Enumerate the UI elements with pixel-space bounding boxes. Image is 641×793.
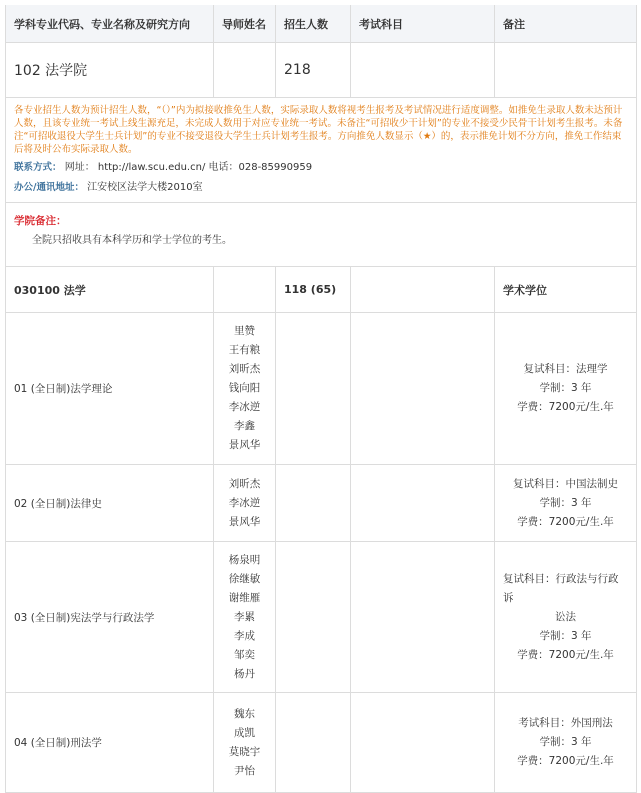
direction-row (6, 465, 636, 542)
direction-count-cell (276, 693, 351, 792)
tutor-name: 李累 (234, 610, 255, 623)
direction-exam-cell (351, 693, 495, 792)
college-remark-text: 全院只招收具有本科学历和学士学位的考生。 (32, 235, 232, 246)
remark-line: 考试科目：外国刑法 (518, 717, 613, 729)
table-header (6, 5, 636, 43)
direction-remarks (495, 542, 636, 692)
direction-remarks (495, 465, 636, 541)
direction-name: 02 (全日制)法律史 (6, 465, 214, 541)
tutor-name: 李鑫 (234, 420, 255, 432)
tutor-name: 景风华 (228, 515, 261, 528)
header-remark: 备注 (503, 17, 525, 31)
direction-name: 04 (全日制)刑法学 (6, 693, 214, 792)
remark-line: 学费：7200元/生.年 (517, 648, 614, 661)
college-name: 102 法学院 (6, 43, 214, 97)
address-label: 办公/通讯地址： (14, 182, 84, 193)
header-tutor: 导师姓名 (214, 5, 276, 42)
major-degree: 学术学位 (503, 283, 547, 297)
college-remark (6, 203, 636, 267)
remark-line: 学制：3 年 (539, 736, 592, 748)
direction-count-cell (276, 465, 351, 541)
direction-exam-cell (351, 313, 495, 464)
remark-line: 复试科目：行政法与行政诉 (503, 572, 619, 604)
remark-line: 学费：7200元/生.年 (517, 401, 614, 413)
direction-row (6, 313, 636, 465)
direction-tutors (214, 693, 276, 792)
major-exam-cell (351, 267, 495, 312)
tutor-name: 成凯 (234, 726, 255, 739)
major-name: 030100 法学 (6, 267, 214, 312)
header-count: 招生人数 (276, 5, 351, 42)
tutor-name: 徐继敏 (228, 572, 261, 585)
remark-line: 学制：3 年 (539, 629, 592, 642)
college-tutor-cell (214, 43, 276, 97)
tutor-name: 李冰逆 (228, 496, 261, 509)
address-value: 江安校区法学大楼2010室 (87, 182, 203, 193)
tutor-name: 谢维雁 (228, 591, 261, 604)
major-count: 118 (65) (276, 267, 351, 312)
remark-line: 讼法 (555, 610, 576, 623)
header-major: 学科专业代码、专业名称及研究方向 (6, 5, 214, 42)
major-tutor-cell (214, 267, 276, 312)
tutor-name: 刘昕杰 (228, 363, 261, 375)
tutor-name: 尹怡 (234, 764, 255, 777)
direction-remarks (495, 313, 636, 464)
admissions-table (5, 5, 637, 793)
direction-exam-cell (351, 465, 495, 541)
tutor-name: 邹奕 (234, 648, 255, 661)
college-row (6, 43, 636, 98)
tutor-name: 里赞 (234, 325, 255, 337)
direction-remarks (495, 693, 636, 792)
tutor-name: 杨丹 (234, 667, 255, 680)
tutor-name: 李成 (234, 629, 255, 642)
notice-text: 各专业招生人数为预计招生人数，“（）”内为拟接收推免生人数，实际录取人数将视考生报考及考试情况进行适度调整。如推免生录取人数未达预计人数，且该专业统一考试上线生源充足，未完成人数用于对应专业统一考试。未备注“可招收少干计划”的专业不接受少民骨干计划考生报考。未备注“可招收退役大学生士兵计划”的专业不接受退役大学生士兵计划考生报考。方向推免人数显示（★）的，表示推免计划不分方向，推免工作结束后将及时公布实际录取人数。 (14, 105, 623, 155)
tutor-name: 景风华 (228, 439, 261, 451)
direction-row (6, 542, 636, 693)
remark-line: 学费：7200元/生.年 (517, 755, 614, 767)
direction-name: 03 (全日制)宪法学与行政法学 (6, 542, 214, 692)
direction-tutors (214, 313, 276, 464)
tutor-name: 魏东 (234, 707, 255, 720)
remark-line: 复试科目：法理学 (523, 363, 608, 375)
tutor-name: 杨泉明 (228, 553, 261, 566)
direction-tutors (214, 542, 276, 692)
remark-line: 复试科目：中国法制史 (513, 477, 618, 490)
remark-line: 学制：3 年 (539, 382, 592, 394)
college-remark-cell (495, 43, 636, 97)
tutor-name: 莫晓宇 (228, 745, 261, 758)
remark-line: 学费：7200元/生.年 (517, 515, 614, 528)
direction-count-cell (276, 542, 351, 692)
contact-value: 网址： http://law.scu.edu.cn/ 电话：028-85990959 (64, 162, 313, 173)
header-exam: 考试科目 (351, 5, 495, 42)
contact-line (14, 161, 630, 174)
contact-label: 联系方式： (14, 162, 62, 173)
college-remark-title: 学院备注： (14, 215, 67, 227)
direction-exam-cell (351, 542, 495, 692)
direction-row (6, 693, 636, 793)
tutor-name: 钱向阳 (228, 382, 261, 394)
college-count: 218 (276, 43, 351, 97)
direction-name: 01 (全日制)法学理论 (6, 313, 214, 464)
major-row (6, 267, 636, 313)
direction-count-cell (276, 313, 351, 464)
address-line (14, 181, 630, 194)
remark-line: 学制：3 年 (539, 496, 592, 509)
tutor-name: 刘昕杰 (228, 477, 261, 490)
admission-notice (6, 98, 636, 203)
direction-tutors (214, 465, 276, 541)
tutor-name: 李冰逆 (228, 401, 261, 413)
tutor-name: 王有粮 (228, 344, 261, 356)
college-exam-cell (351, 43, 495, 97)
